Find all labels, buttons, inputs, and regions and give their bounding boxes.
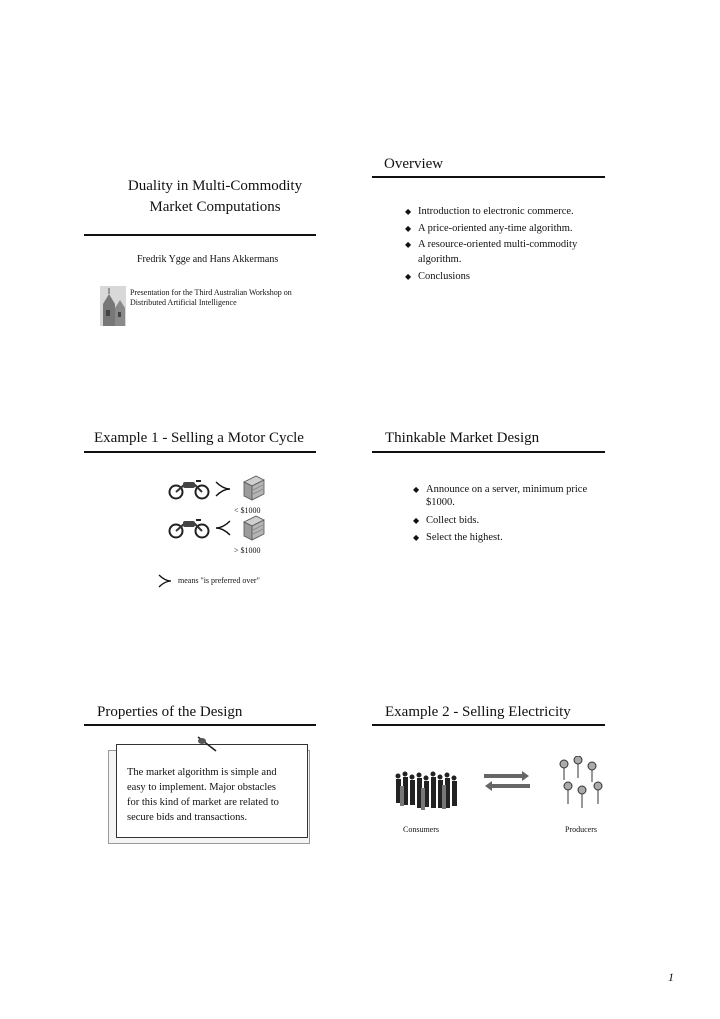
motorcycle-icon <box>168 478 210 505</box>
succ-symbol-icon <box>157 574 173 593</box>
windmill-icon <box>556 756 608 819</box>
money-stack-icon <box>242 514 266 547</box>
consumers-label: Consumers <box>403 825 439 834</box>
note-line-3: for this kind of market are related to <box>127 797 279 808</box>
slide-2-divider <box>372 176 605 178</box>
people-crowd-icon <box>394 770 460 819</box>
motorcycle-icon <box>168 517 210 544</box>
slide-2-bullet-list <box>405 204 605 254</box>
slide-1-title <box>100 176 330 218</box>
slide-3-title: Example 1 - Selling a Motor Cycle <box>94 430 304 446</box>
note-line-2: easy to implement. Major obstacles <box>127 782 277 793</box>
note-line-1: The market algorithm is simple and <box>127 767 277 778</box>
slide-4-divider <box>372 451 605 453</box>
succ-symbol-icon <box>214 481 232 502</box>
slide-3-divider <box>84 451 316 453</box>
slide-1-authors: Fredrik Ygge and Hans Akkermans <box>137 254 279 265</box>
slide-5-title: Properties of the Design <box>97 704 243 720</box>
slide-6-title: Example 2 - Selling Electricity <box>385 704 571 720</box>
slide-4-title: Thinkable Market Design <box>385 430 540 446</box>
bullet-continuation: $1000. <box>426 497 455 508</box>
exchange-arrows-icon <box>484 770 530 797</box>
label-more-than: > $1000 <box>234 546 261 555</box>
bullet-item: ◆ Conclusions <box>405 269 605 286</box>
slide-1-presentation-line-1: Presentation for the Third Australian Workshop on <box>130 288 292 297</box>
slide-2-title: Overview <box>384 156 444 172</box>
bullet-item: ◆ A price-oriented any-time algorithm. <box>405 221 605 238</box>
prec-symbol-icon <box>214 520 232 541</box>
money-stack-icon <box>242 474 266 507</box>
slide-2-bullet-list-2 <box>405 269 605 286</box>
note-card <box>116 744 308 838</box>
bullet-continuation: algorithm. <box>418 254 462 265</box>
slide-1-title-line-2: Market Computations <box>149 199 281 215</box>
slide-3-legend: means "is preferred over" <box>178 576 260 585</box>
note-line-4: secure bids and transactions. <box>127 812 248 823</box>
bullet-item: ◆ Announce on a server, minimum price <box>413 482 613 499</box>
producers-label: Producers <box>565 825 597 834</box>
label-less-than: < $1000 <box>234 506 261 515</box>
bullet-item: ◆ Introduction to electronic commerce. <box>405 204 605 221</box>
bullet-item: ◆ Select the highest. <box>413 530 613 547</box>
slide-1-presentation-note <box>130 288 292 308</box>
slide-1-presentation-line-2: Distributed Artificial Intelligence <box>130 298 237 307</box>
slide-4-bullet-list-2 <box>413 513 613 546</box>
pin-icon <box>196 735 220 758</box>
slide-5-divider <box>84 724 316 726</box>
slide-1-divider <box>84 234 316 236</box>
slide-6-divider <box>372 724 605 726</box>
bullet-item: ◆ Collect bids. <box>413 513 613 530</box>
page-number: 1 <box>668 970 674 984</box>
church-icon <box>100 286 126 326</box>
slide-1-title-line-1: Duality in Multi-Commodity <box>127 178 303 194</box>
bullet-item: ◆ A resource-oriented multi-commodity <box>405 237 605 254</box>
